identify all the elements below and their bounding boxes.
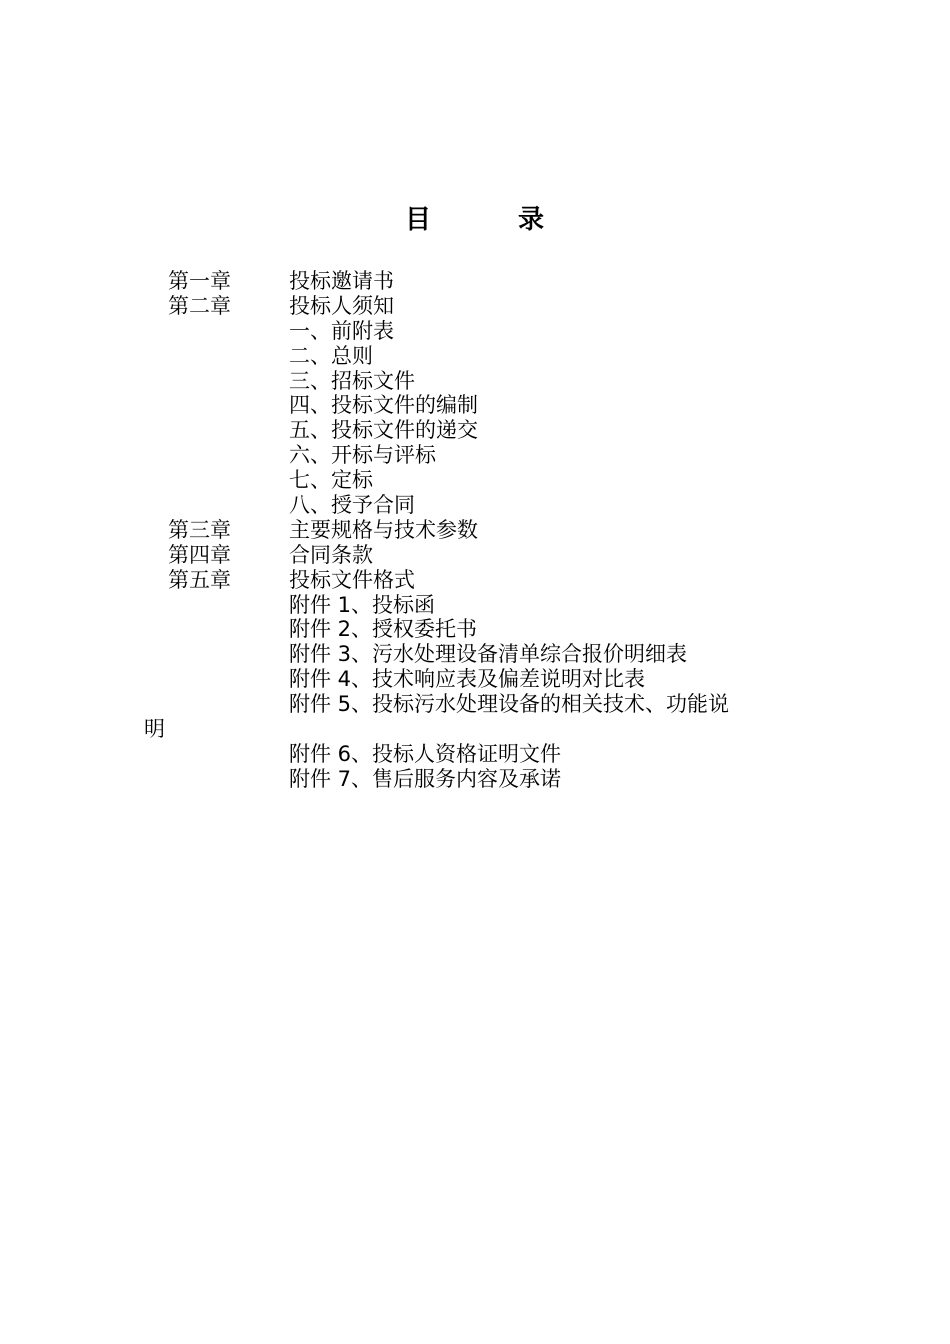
toc-entry: [0, 493, 950, 518]
table-of-contents: [0, 269, 950, 792]
toc-entry: [0, 667, 950, 692]
toc-entry-text: 投标邀请书: [289, 269, 394, 293]
toc-entry: [0, 543, 950, 568]
toc-entry-text: 投标人须知: [289, 293, 394, 318]
toc-entry-text: 附件 1、投标函: [289, 592, 436, 617]
toc-entry: [0, 617, 950, 642]
toc-entry-text: 四、投标文件的编制: [289, 393, 478, 418]
toc-chapter-label: 第一章: [168, 269, 231, 293]
toc-entry: [0, 692, 950, 717]
toc-entry-continuation: [0, 717, 950, 742]
toc-title: [0, 200, 950, 240]
toc-entry: [0, 568, 950, 593]
toc-chapter-label: 第五章: [168, 567, 231, 592]
toc-entry-text: 五、投标文件的递交: [289, 418, 478, 443]
toc-entry: [0, 742, 950, 767]
toc-title-char-2: 录: [518, 205, 545, 235]
toc-entry: [0, 518, 950, 543]
toc-entry-text: 附件 4、技术响应表及偏差说明对比表: [289, 667, 646, 692]
toc-entry-text: 六、开标与评标: [289, 443, 436, 468]
toc-entry-text: 八、授予合同: [289, 493, 415, 518]
toc-entry-text: 投标文件格式: [289, 567, 415, 592]
toc-entry-text: 附件 6、投标人资格证明文件: [289, 741, 562, 766]
toc-continuation-text: 明: [144, 717, 165, 742]
toc-chapter-label: 第三章: [168, 517, 231, 542]
toc-entry-text: 附件 3、污水处理设备清单综合报价明细表: [289, 642, 688, 667]
toc-entry: [0, 344, 950, 369]
toc-entry: [0, 443, 950, 468]
toc-chapter-label: 第二章: [168, 293, 231, 318]
toc-entry: [0, 269, 950, 294]
toc-entry: [0, 418, 950, 443]
toc-entry-text: 七、定标: [289, 468, 373, 493]
toc-entry-text: 合同条款: [289, 542, 373, 567]
toc-entry: [0, 393, 950, 418]
toc-entry: [0, 468, 950, 493]
toc-entry-text: 三、招标文件: [289, 368, 415, 393]
toc-entry: [0, 369, 950, 394]
toc-entry-text: 附件 7、售后服务内容及承诺: [289, 766, 562, 791]
toc-entry: [0, 593, 950, 618]
toc-entry: [0, 319, 950, 344]
toc-entry: [0, 294, 950, 319]
toc-entry-text: 一、前附表: [289, 318, 394, 343]
toc-entry-text: 附件 2、授权委托书: [289, 617, 478, 642]
toc-chapter-label: 第四章: [168, 542, 231, 567]
toc-entry: [0, 642, 950, 667]
toc-entry-text: 主要规格与技术参数: [289, 517, 478, 542]
toc-entry-text: 二、总则: [289, 343, 373, 368]
toc-entry-text: 附件 5、投标污水处理设备的相关技术、功能说: [289, 692, 730, 717]
toc-title-char-1: 目: [405, 205, 432, 235]
toc-entry: [0, 767, 950, 792]
